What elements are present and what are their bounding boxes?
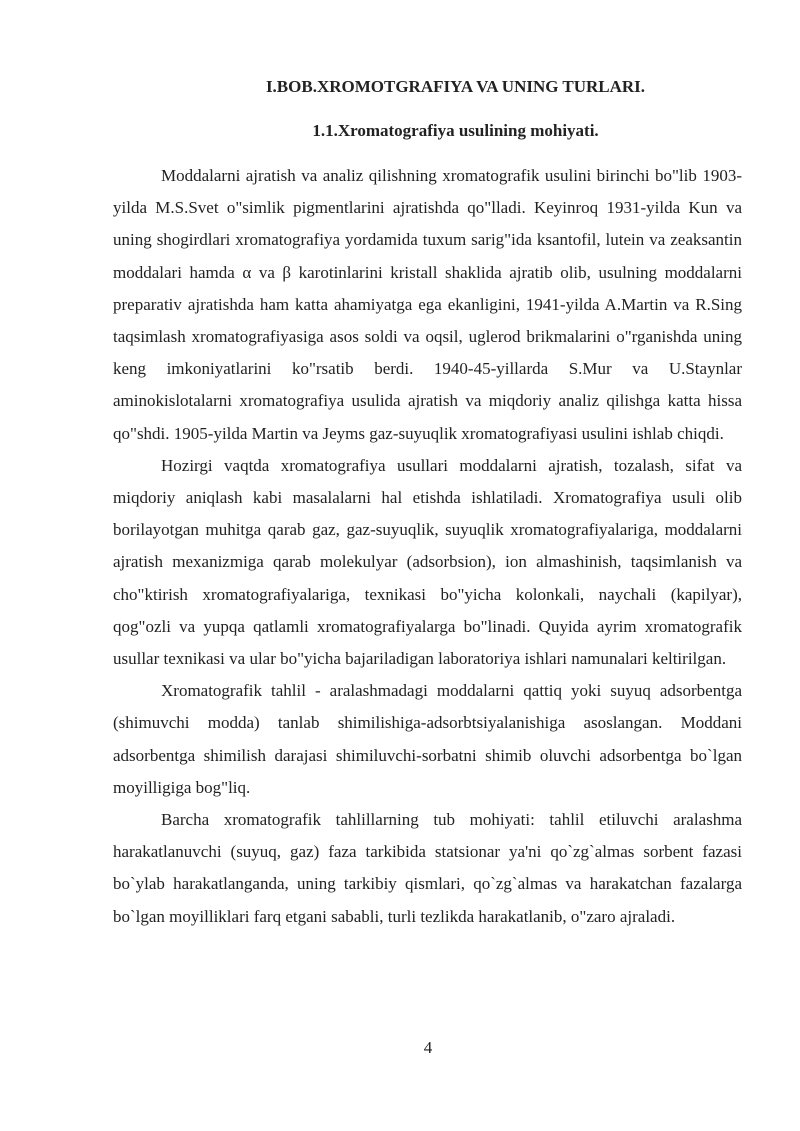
paragraph-history: Moddalarni ajratish va analiz qilishning xromatografik usulini birinchi bo"lib 1903-yilda M.S.Svet o"simlik pigmentlarini ajratishda qo"lladi. Keyinroq 1931-yilda Kun va uning shogirdlari xromatografiya yordamida tuxum sarig"ida ksantofil, lutein va zeaksantin moddalari hamda α va β karotinlarini kristall shaklida ajratib olib, usulning moddalarni preparativ ajratishda ham katta ahamiyatga ega ekanligini, 1941-yilda A.Martin va R.Sing taqsimlash xromatografiyasiga asos soldi va oqsil, uglerod brikmalarini o"rganishda uning keng imkoniyatlarini ko"rsatib berdi. 1940-45-yillarda S.Mur va U.Staynlar aminokislotalarni xromatografiya usulida ajratish va miqdoriy analiz qilishga katta hissa qo"shdi. 1905-yilda Martin va Jeyms gaz-suyuqlik xromatografiyasi usulini ishlab chiqdi.	[113, 166, 742, 443]
page-number: 4	[423, 1038, 433, 1057]
section-title: 1.1.Xromatografiya usulining mohiyati.	[312, 121, 599, 140]
paragraph-essence: Barcha xromatografik tahlillarning tub mohiyati: tahlil etiluvchi aralashma harakatlanuvchi (suyuq, gaz) faza tarkibida statsionar ya'ni qo`zg`almas sorbent fazasi bo`ylab harakatlanganda, uning tarkibiy qismlari, qo`zg`almas va harakatchan fazalarga bo`lgan moyilliklari farq etgani sababli, turli tezlikda harakatlanib, o"zaro ajraladi.	[113, 810, 742, 926]
paragraph-classification: Hozirgi vaqtda xromatografiya usullari moddalarni ajratish, tozalash, sifat va miqdoriy aniqlash kabi masalalarni hal etishda ishlatiladi. Xromatografiya usuli olib borilayotgan muhitga qarab gaz, gaz-suyuqlik, suyuqlik xromatografiyalariga, moddalarni ajratish mexanizmiga qarab molekulyar (adsorbsion), ion almashinish, taqsimlanish va cho"ktirish xromatografiyalariga, texnikasi bo"yicha kolonkali, naychali (kapilyar), qog"ozli va yupqa qatlamli xromatografiyalarga bo"linadi. Quyida ayrim xromatografik usullar texnikasi va ular bo"yicha bajariladigan laboratoriya ishlari namunalari keltirilgan.	[113, 455, 742, 669]
chapter-title: I.BOB.XROMOTGRAFIYA VA UNING TURLARI.	[265, 77, 646, 96]
paragraph-analysis-definition: Xromatografik tahlil - aralashmadagi moddalarni qattiq yoki suyuq adsorbentga (shimuvchi modda) tanlab shimilishiga-adsorbtsiyalanishiga asoslangan. Moddani adsorbentga shimilish darajasi shimiluvchi-sorbatni shimib oluvchi adsorbentga bo`lgan moyilligiga bog"liq.	[113, 681, 742, 797]
body-text	[113, 160, 742, 933]
